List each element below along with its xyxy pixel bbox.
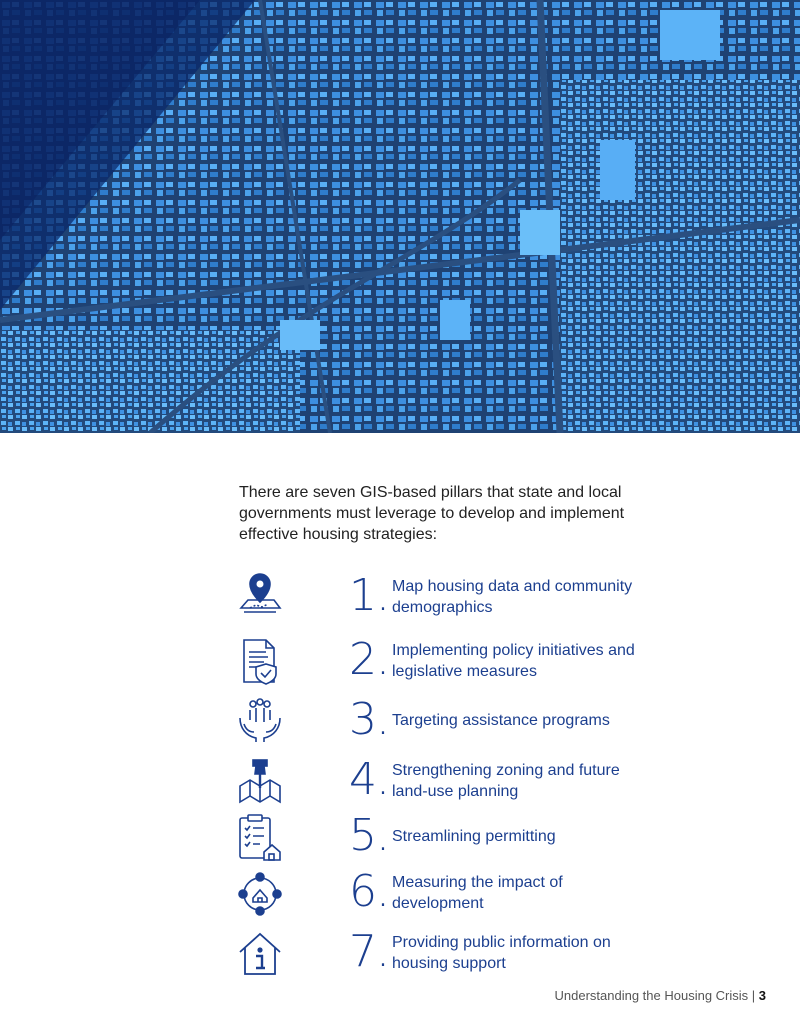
development-cycle-icon <box>236 868 284 920</box>
policy-document-icon <box>236 636 284 688</box>
pillar-item <box>0 756 800 816</box>
pillar-item <box>0 928 800 988</box>
pillar-label: Strengthening zoning and future land-use planning <box>392 762 620 800</box>
intro-paragraph: There are seven GIS-based pillars that state and local governments must leverage to develop and implement effective housing strategies: <box>239 484 625 543</box>
pillar-item <box>0 812 800 872</box>
footer-title: Understanding the Housing Crisis <box>554 988 749 1003</box>
pillar-number: 1. <box>349 570 389 621</box>
page-number: 3 <box>758 988 766 1003</box>
pillar-label: Implementing policy initiatives and legislative measures <box>392 642 635 680</box>
pillar-label: Measuring the impact of development <box>392 874 563 912</box>
pillar-number: 2. <box>349 634 389 685</box>
pillar-item <box>0 572 800 632</box>
page-footer <box>555 988 767 1003</box>
pillar-number: 7. <box>349 926 389 977</box>
pillar-label: Providing public information on housing support <box>392 934 611 972</box>
map-pin-icon <box>236 572 284 624</box>
hero-map-image <box>0 0 800 433</box>
pillar-number: 3. <box>349 694 389 745</box>
clipboard-house-icon <box>236 812 284 864</box>
pillar-label: Targeting assistance programs <box>392 712 610 729</box>
pillar-item <box>0 636 800 696</box>
pillar-label: Map housing data and community demographics <box>392 578 633 616</box>
pillar-number: 4. <box>349 754 389 805</box>
hands-people-icon <box>236 696 284 748</box>
pillar-label: Streamlining permitting <box>392 828 556 845</box>
pillar-item <box>0 696 800 756</box>
pushpin-map-icon <box>236 756 284 808</box>
house-info-icon <box>236 928 284 980</box>
pillar-number: 6. <box>349 866 389 917</box>
footer-separator: | <box>748 988 759 1003</box>
city-map-graphic <box>0 0 800 433</box>
pillar-number: 5. <box>349 810 389 861</box>
pillar-item <box>0 868 800 928</box>
